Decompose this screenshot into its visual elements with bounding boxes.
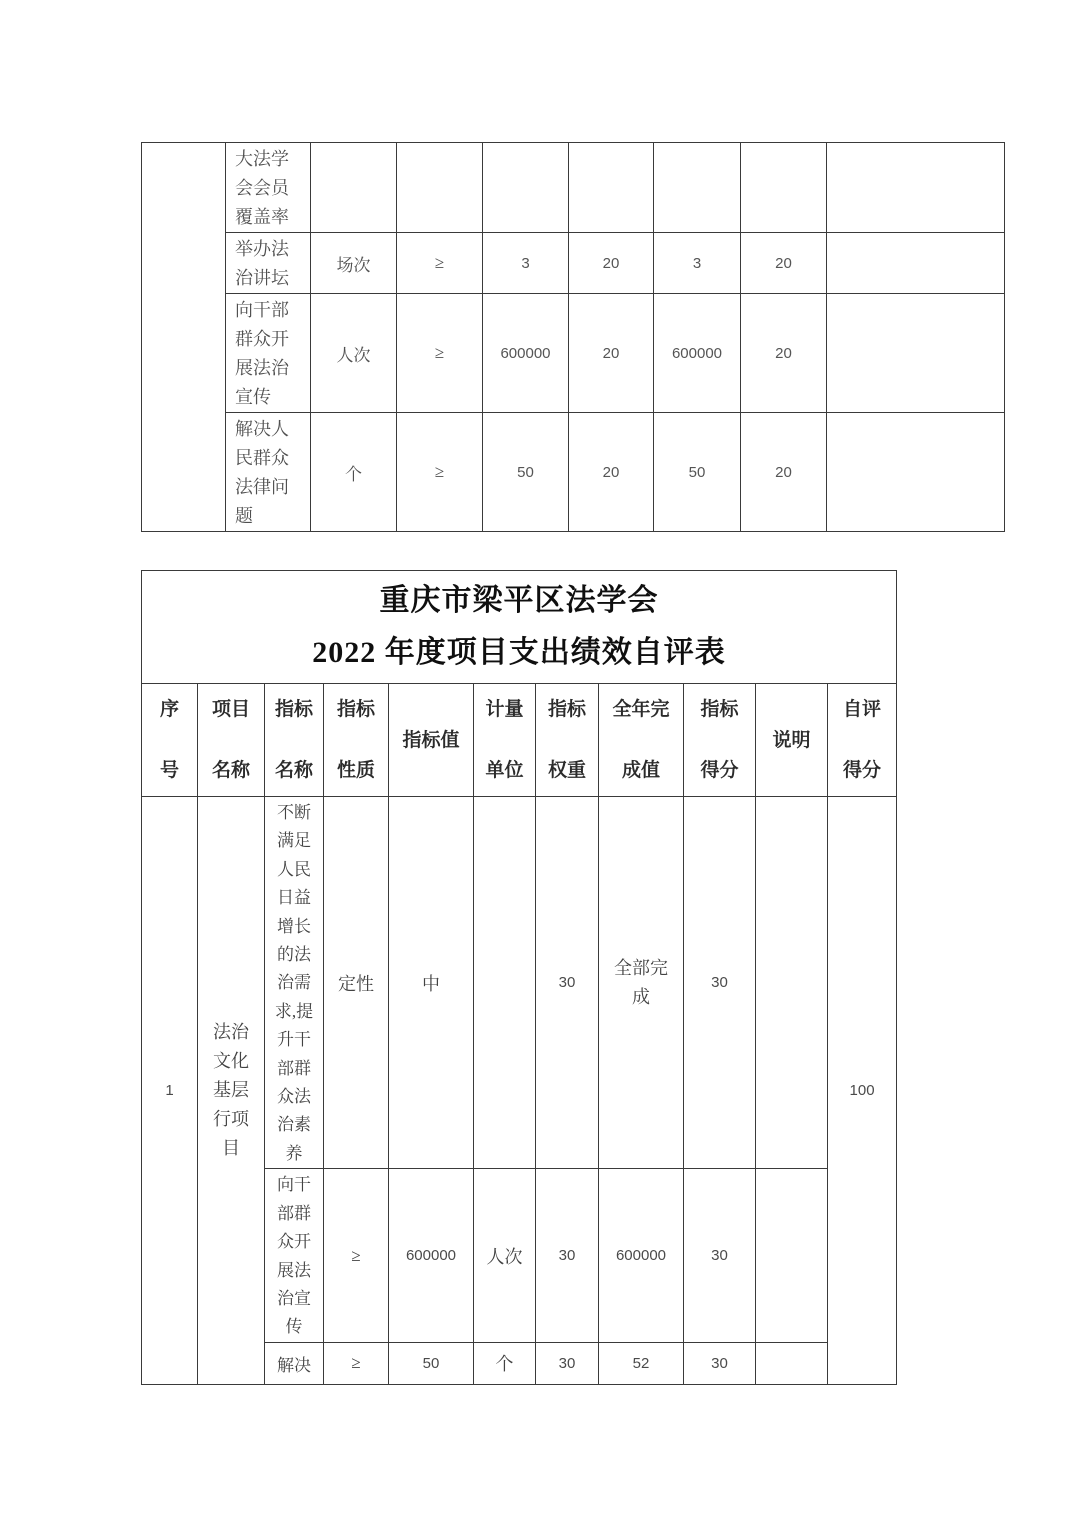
target-value-cell: 600000 (389, 1169, 474, 1342)
score-cell: 20 (741, 294, 827, 413)
header-text: 权重 (547, 760, 586, 781)
header-score (684, 684, 756, 797)
indicator-name-text: 解决 (277, 1355, 311, 1375)
weight-cell: 20 (569, 294, 654, 413)
table-row (142, 797, 897, 1169)
header-text: 成值 (621, 760, 660, 781)
score-cell: 30 (684, 1169, 756, 1342)
header-text: 指标 (547, 699, 586, 720)
header-unit (474, 684, 536, 797)
header-text: 指标 (700, 699, 739, 720)
seq-cell: 1 (142, 797, 198, 1385)
header-text: 全年完 (612, 699, 670, 720)
indicator-name-cell (265, 1169, 324, 1342)
self-evaluation-table (141, 570, 897, 1385)
weight-cell: 20 (569, 413, 654, 532)
indicator-name-text: 不断满足人民日益增长的法治需求,提升干部群众法治素养 (274, 803, 314, 1163)
indicator-name-cell (226, 143, 311, 233)
note-cell (827, 143, 1005, 233)
score-cell: 30 (684, 1342, 756, 1384)
indicator-name-text: 大法学会会员覆盖率 (235, 149, 289, 227)
target-value-cell: 50 (483, 413, 569, 532)
weight-cell: 30 (536, 797, 599, 1169)
table-row (142, 143, 1005, 233)
target-value-cell: 3 (483, 233, 569, 294)
header-text: 指标 (274, 699, 313, 720)
completed-value-cell: 600000 (654, 294, 741, 413)
header-project (198, 684, 265, 797)
header-text: 项目 (211, 699, 250, 720)
nature-cell: ≥ (324, 1342, 389, 1384)
nature-cell: 定性 (324, 797, 389, 1169)
completed-value-cell: 3 (654, 233, 741, 294)
note-cell (756, 797, 828, 1169)
continuation-performance-table (141, 142, 1005, 532)
indicator-name-cell (226, 233, 311, 294)
note-cell (756, 1169, 828, 1342)
nature-cell: ≥ (397, 294, 483, 413)
note-cell (827, 413, 1005, 532)
header-note (756, 684, 828, 797)
unit-cell: 人次 (474, 1169, 536, 1342)
completed-value-cell: 50 (654, 413, 741, 532)
nature-cell: ≥ (324, 1169, 389, 1342)
unit-cell: 个 (311, 413, 397, 532)
table-title-line2: 2022 年度项目支出绩效自评表 (312, 636, 726, 669)
indicator-name-text: 举办法治讲坛 (235, 239, 289, 288)
header-self-score (828, 684, 897, 797)
nature-cell (397, 143, 483, 233)
note-cell (827, 233, 1005, 294)
header-text: 自评 (843, 699, 882, 720)
indicator-name-text: 解决人民群众法律问题 (235, 419, 289, 526)
project-name-cell (198, 797, 265, 1385)
indicator-name-cell (265, 1342, 324, 1384)
completed-value-cell (654, 143, 741, 233)
target-value-cell: 中 (389, 797, 474, 1169)
header-completed (599, 684, 684, 797)
header-text: 得分 (843, 760, 882, 781)
completed-value-text: 全部完成 (614, 957, 668, 1007)
header-value (389, 684, 474, 797)
title-row (142, 571, 897, 684)
header-text: 性质 (336, 760, 375, 781)
header-text: 计量 (485, 699, 524, 720)
header-weight (536, 684, 599, 797)
header-text: 名称 (274, 760, 313, 781)
weight-cell: 30 (536, 1342, 599, 1384)
score-cell: 20 (741, 233, 827, 294)
header-text: 指标值 (402, 729, 460, 751)
score-cell: 30 (684, 797, 756, 1169)
table-row (142, 413, 1005, 532)
indicator-name-cell (265, 797, 324, 1169)
header-seq (142, 684, 198, 797)
header-indicator (265, 684, 324, 797)
completed-value-cell: 600000 (599, 1169, 684, 1342)
project-name-text: 法治文化基层行项目 (213, 1021, 249, 1158)
target-value-cell (483, 143, 569, 233)
note-cell (756, 1342, 828, 1384)
weight-cell: 20 (569, 233, 654, 294)
completed-value-cell: 52 (599, 1342, 684, 1384)
header-text: 号 (159, 760, 179, 781)
header-row (142, 684, 897, 797)
header-text: 单位 (485, 760, 524, 781)
unit-cell: 人次 (311, 294, 397, 413)
weight-cell: 30 (536, 1169, 599, 1342)
indicator-name-cell (226, 294, 311, 413)
self-score-cell: 100 (828, 797, 897, 1385)
target-value-cell: 50 (389, 1342, 474, 1384)
unit-cell (474, 797, 536, 1169)
unit-cell (311, 143, 397, 233)
weight-cell (569, 143, 654, 233)
table-title-line1: 重庆市梁平区法学会 (379, 584, 659, 617)
table-row (142, 233, 1005, 294)
header-text: 得分 (700, 760, 739, 781)
header-text: 名称 (211, 760, 250, 781)
score-cell: 20 (741, 413, 827, 532)
left-spanning-empty-cell (142, 143, 226, 532)
header-text: 序 (159, 699, 179, 720)
table-title-cell (142, 571, 897, 684)
completed-value-cell (599, 797, 684, 1169)
header-nature (324, 684, 389, 797)
table-row (142, 294, 1005, 413)
unit-cell: 场次 (311, 233, 397, 294)
score-cell (741, 143, 827, 233)
indicator-name-text: 向干部群众开展法治宣传 (277, 1175, 311, 1337)
indicator-name-text: 向干部群众开展法治宣传 (235, 300, 289, 407)
nature-cell: ≥ (397, 233, 483, 294)
target-value-cell: 600000 (483, 294, 569, 413)
indicator-name-cell (226, 413, 311, 532)
note-cell (827, 294, 1005, 413)
nature-cell: ≥ (397, 413, 483, 532)
header-text: 指标 (336, 699, 375, 720)
header-text: 说明 (772, 729, 811, 751)
unit-cell: 个 (474, 1342, 536, 1384)
